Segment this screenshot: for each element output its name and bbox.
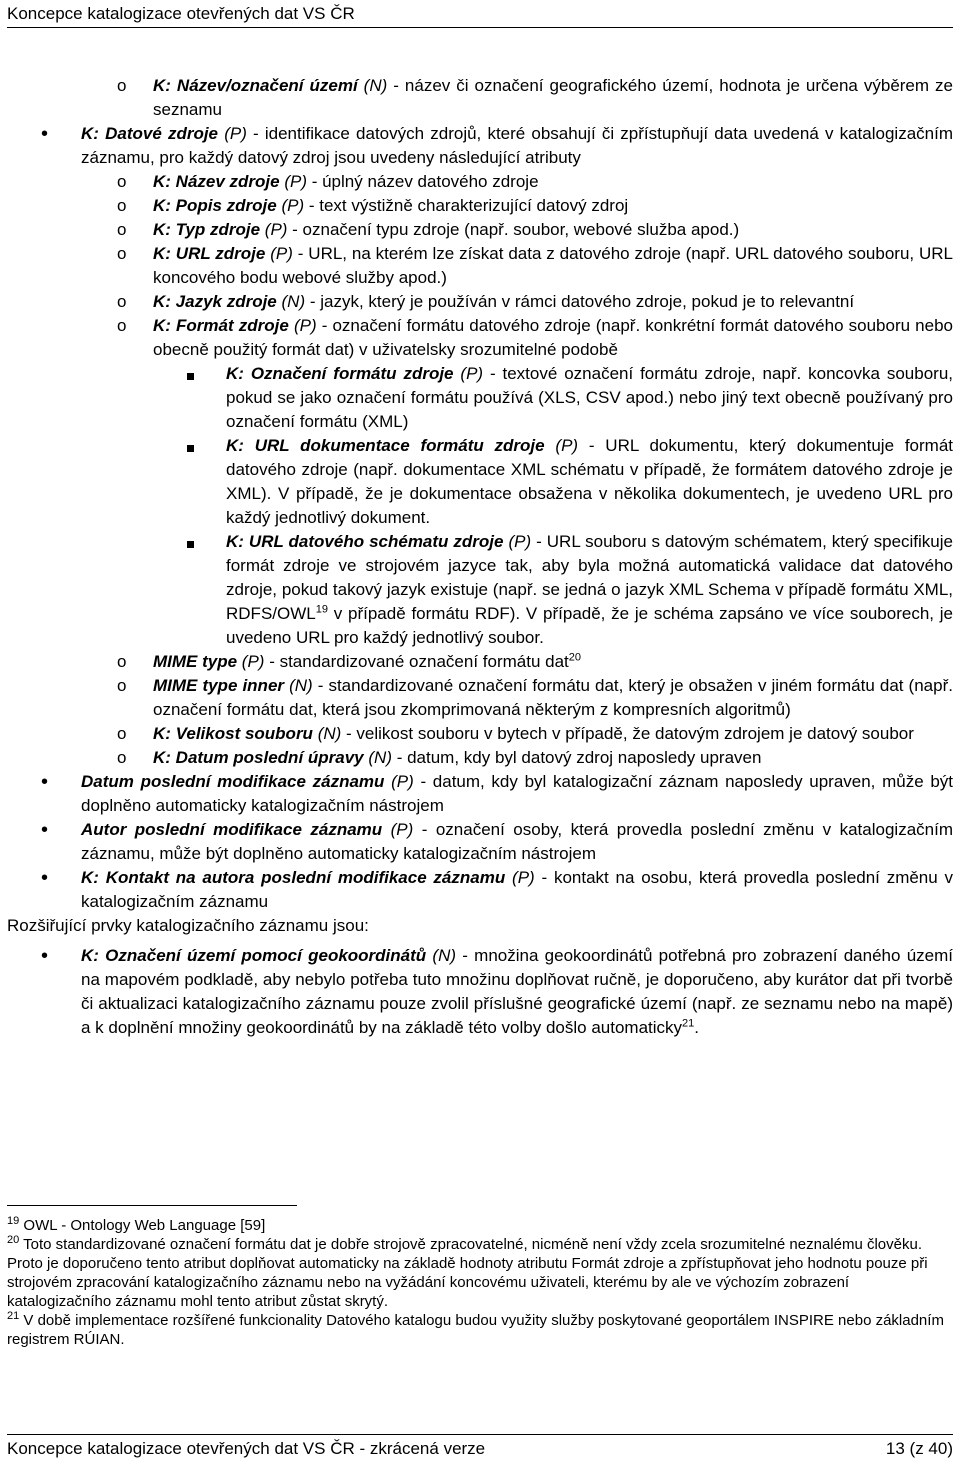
circle-bullet: o [117, 244, 127, 263]
disc-bullet: • [41, 819, 49, 841]
item-text: - standardizované označení formátu dat [264, 652, 569, 671]
item-label: Autor poslední modifikace záznamu [81, 820, 383, 839]
item-tag: (P) [224, 124, 247, 143]
item-text: - množina geokoordinátů potřebná pro zobrazení daného území na mapovém podkladě, aby nebylo potřeba tuto množinu doplňovat ručně, je doporučeno, aby kurátor dat při tvorbě či aktualizaci katalogizačního záznamu pouze zvolil příslušné geografické území (např. ze seznamu nebo na mapě) a k doplnění množiny geokoordinátů by na základě této volby došlo automaticky [81, 946, 953, 1037]
footnote-ref[interactable]: 19 [315, 603, 328, 616]
list-item-nazev-uzemi [117, 74, 953, 122]
item-tag: (P) [512, 868, 535, 887]
square-bullet-icon [187, 435, 194, 459]
item-text: - textové označení formátu zdroje, např. koncovka souboru, pokud se jako označení formátu používá (XLS, CSV apod.) nebo jiný text obecně používaný pro označení formátu (XML) [226, 364, 953, 431]
item-label: MIME type inner [153, 676, 285, 695]
item-label: K: URL zdroje [153, 244, 266, 263]
item-label: K: Datové zdroje [81, 124, 219, 143]
list-item-mime-type [117, 650, 953, 674]
footnote-text: OWL - Ontology Web Language [59] [23, 1217, 266, 1234]
circle-bullet: o [117, 724, 127, 743]
list-item-url-zdroje [117, 242, 953, 290]
list-item-datove-zdroje [41, 122, 953, 170]
item-label: K: Popis zdroje [153, 196, 277, 215]
list-item-url-dokumentace [226, 434, 953, 530]
footnote-ref[interactable]: 21 [682, 1017, 695, 1030]
footnote-number: 19 [7, 1215, 20, 1227]
item-label: K: Typ zdroje [153, 220, 261, 239]
item-tag: (P) [460, 364, 484, 383]
list-item-datum-modifikace [41, 770, 954, 818]
header-title: Koncepce katalogizace otevřených dat VS ČR [7, 4, 355, 23]
page-footer [7, 1434, 953, 1460]
footer-title: Koncepce katalogizace otevřených dat VS ČR - zkrácená verze [7, 1439, 486, 1458]
circle-bullet: o [117, 316, 127, 335]
square-bullet-icon [187, 531, 194, 555]
page-number: 13 (z 40) [885, 1439, 953, 1458]
item-tag: (P) [555, 436, 579, 455]
item-tag: (P) [270, 244, 293, 263]
list-item-url-schematu [226, 530, 953, 650]
item-label: K: Velikost souboru [153, 724, 313, 743]
square-bullet-icon [187, 363, 194, 387]
item-tag: (P) [508, 532, 532, 551]
item-text: - datum, kdy byl katalogizační záznam naposledy upraven, může být doplněno automaticky katalogizačním nástrojem [81, 772, 954, 815]
list-item-nazev-zdroje [117, 170, 953, 194]
list-item-autor-modifikace [41, 818, 953, 866]
item-tag: (N) [432, 946, 457, 965]
footnote [7, 1235, 953, 1311]
list-item-kontakt-autora [41, 866, 954, 914]
item-text: - název či označení geografického území, hodnota je určena výběrem ze seznamu [153, 76, 953, 119]
footnote-ref[interactable]: 20 [568, 651, 582, 664]
item-tag: (P) [391, 772, 414, 791]
item-text: - text výstižně charakterizující datový zdroj [304, 196, 629, 215]
item-tag: (N) [363, 76, 388, 95]
circle-bullet: o [117, 748, 127, 767]
list-item-oznaceni-formatu [226, 362, 953, 434]
list-item-jazyk-zdroje [117, 290, 953, 314]
item-tag: (N) [289, 676, 313, 695]
item-label: K: URL datového schématu zdroje [226, 532, 504, 551]
item-label: K: Kontakt na autora poslední modifikace záznamu [81, 868, 506, 887]
list-item-mime-type-inner [117, 674, 953, 722]
footnote-number: 20 [7, 1234, 20, 1246]
list-item-datum-upravy [117, 746, 953, 770]
item-text: - standardizované označení formátu dat, který je obsažen v jiném formátu dat (např. označení formátu dat, která jsou zkomprimovaná některým z kompresních algoritmů) [153, 676, 953, 719]
item-label: K: Název/označení území [153, 76, 358, 95]
list-item-velikost-souboru [117, 722, 953, 746]
item-tag: (N) [368, 748, 392, 767]
disc-bullet: • [41, 123, 49, 145]
item-label: K: URL dokumentace formátu zdroje [226, 436, 545, 455]
item-tag: (P) [264, 220, 288, 239]
item-label: K: Datum poslední úpravy [153, 748, 364, 767]
disc-bullet: • [41, 867, 49, 889]
item-label: K: Název zdroje [153, 172, 280, 191]
item-text-tail: . [694, 1018, 700, 1037]
item-text: - velikost souboru v bytech v případě, že datovým zdrojem je datový soubor [341, 724, 914, 743]
circle-bullet: o [117, 220, 127, 239]
footnote-text: Toto standardizované označení formátu dat je dobře strojově zpracovatelné, nicméně není vždy zcela srozumitelné neznalému člověku. Proto je doporučeno tento atribut doplňovat automaticky na základě hodnoty atributu Formát zdroje a zpřístupňovat jeho hodnotu pouze při strojovém zpracování katalogizačního záznamu nebo na vyžádání koncovému uživateli, kterému by ale ve výchozím zobrazení katalogizačního záznamu mohl tento atribut zůstat skrytý. [7, 1236, 928, 1310]
footnote-text: V době implementace rozšířené funkcionality Datového katalogu budou využity služby poskytované geoportálem INSPIRE nebo základním registrem RÚIAN. [7, 1312, 944, 1348]
item-text: - označení osoby, která provedla poslední změnu v katalogizačním záznamu, může být doplněno automaticky katalogizačním nástrojem [81, 820, 953, 863]
circle-bullet: o [117, 172, 127, 191]
section-heading [7, 914, 953, 938]
item-tag: (P) [281, 196, 305, 215]
item-label: MIME type [153, 652, 238, 671]
item-tag: (P) [241, 652, 265, 671]
document-body [0, 74, 960, 1040]
item-text: - jazyk, který je používán v rámci datového zdroje, pokud je to relevantní [305, 292, 855, 311]
footnote [7, 1311, 953, 1349]
item-label: K: Formát zdroje [153, 316, 289, 335]
item-label: K: Jazyk zdroje [153, 292, 277, 311]
page-header [7, 3, 953, 28]
list-item-format-zdroje [117, 314, 953, 362]
item-tag: (P) [293, 316, 317, 335]
footnote [7, 1216, 953, 1235]
disc-bullet: • [41, 945, 49, 967]
item-text: - označení formátu datového zdroje (např. konkrétní formát datového souboru nebo obecně použitý formát dat) v uživatelsky srozumitelné podobě [153, 316, 953, 359]
footnote-number: 21 [7, 1310, 20, 1322]
item-text: - URL dokumentu, který dokumentuje formát datového zdroje (např. dokumentace XML schématu v případě, že formátem datového zdroje je XML). V případě, že je dokumentace obsažena v několika dokumentech, je uvedeno URL pro každý jednotlivý dokument. [226, 436, 953, 527]
item-text: v případě formátu RDF). V případě, že je schéma zapsáno ve více souborech, je uvedeno URL pro každý jednotlivý soubor. [226, 604, 953, 647]
circle-bullet: o [117, 652, 127, 671]
section-heading-text: Rozšiřující prvky katalogizačního záznamu jsou: [7, 916, 369, 935]
item-text: - označení typu zdroje (např. soubor, webové služba apod.) [287, 220, 740, 239]
list-item-geokoordinaty [41, 944, 953, 1040]
item-tag: (N) [317, 724, 342, 743]
footnotes [7, 1216, 953, 1349]
item-text: - URL, na kterém lze získat data z datového zdroje (např. URL datového souboru, URL koncového bodu webové služby apod.) [153, 244, 953, 287]
item-text: - identifikace datových zdrojů, které obsahují či zpřístupňují data uvedená v katalogizačním záznamu, pro každý datový zdroj jsou uvedeny následující atributy [81, 124, 953, 167]
item-label: K: Označení formátu zdroje [226, 364, 454, 383]
circle-bullet: o [117, 76, 127, 95]
circle-bullet: o [117, 292, 127, 311]
circle-bullet: o [117, 676, 127, 695]
item-tag: (N) [281, 292, 306, 311]
item-label: Datum poslední modifikace záznamu [81, 772, 385, 791]
item-text: - datum, kdy byl datový zdroj naposledy upraven [391, 748, 762, 767]
item-tag: (P) [390, 820, 414, 839]
item-text: - URL souboru s datovým schématem, který specifikuje formát zdroje ve strojovém jazyce tak, aby byla možná automatická validace dat datového zdroje, pokud takový jazyk existuje (např. se jedná o jazyk XML Schema v případě formátu XML, RDFS/OWL [226, 532, 953, 623]
disc-bullet: • [41, 771, 49, 793]
circle-bullet: o [117, 196, 127, 215]
list-item-popis-zdroje [117, 194, 953, 218]
item-label: K: Označení území pomocí geokoordinátů [81, 946, 427, 965]
item-text: - kontakt na osobu, která provedla poslední změnu v katalogizačním záznamu [81, 868, 954, 911]
footnote-separator [7, 1205, 297, 1206]
item-tag: (P) [284, 172, 307, 191]
item-text: - úplný název datového zdroje [307, 172, 539, 191]
list-item-typ-zdroje [117, 218, 953, 242]
